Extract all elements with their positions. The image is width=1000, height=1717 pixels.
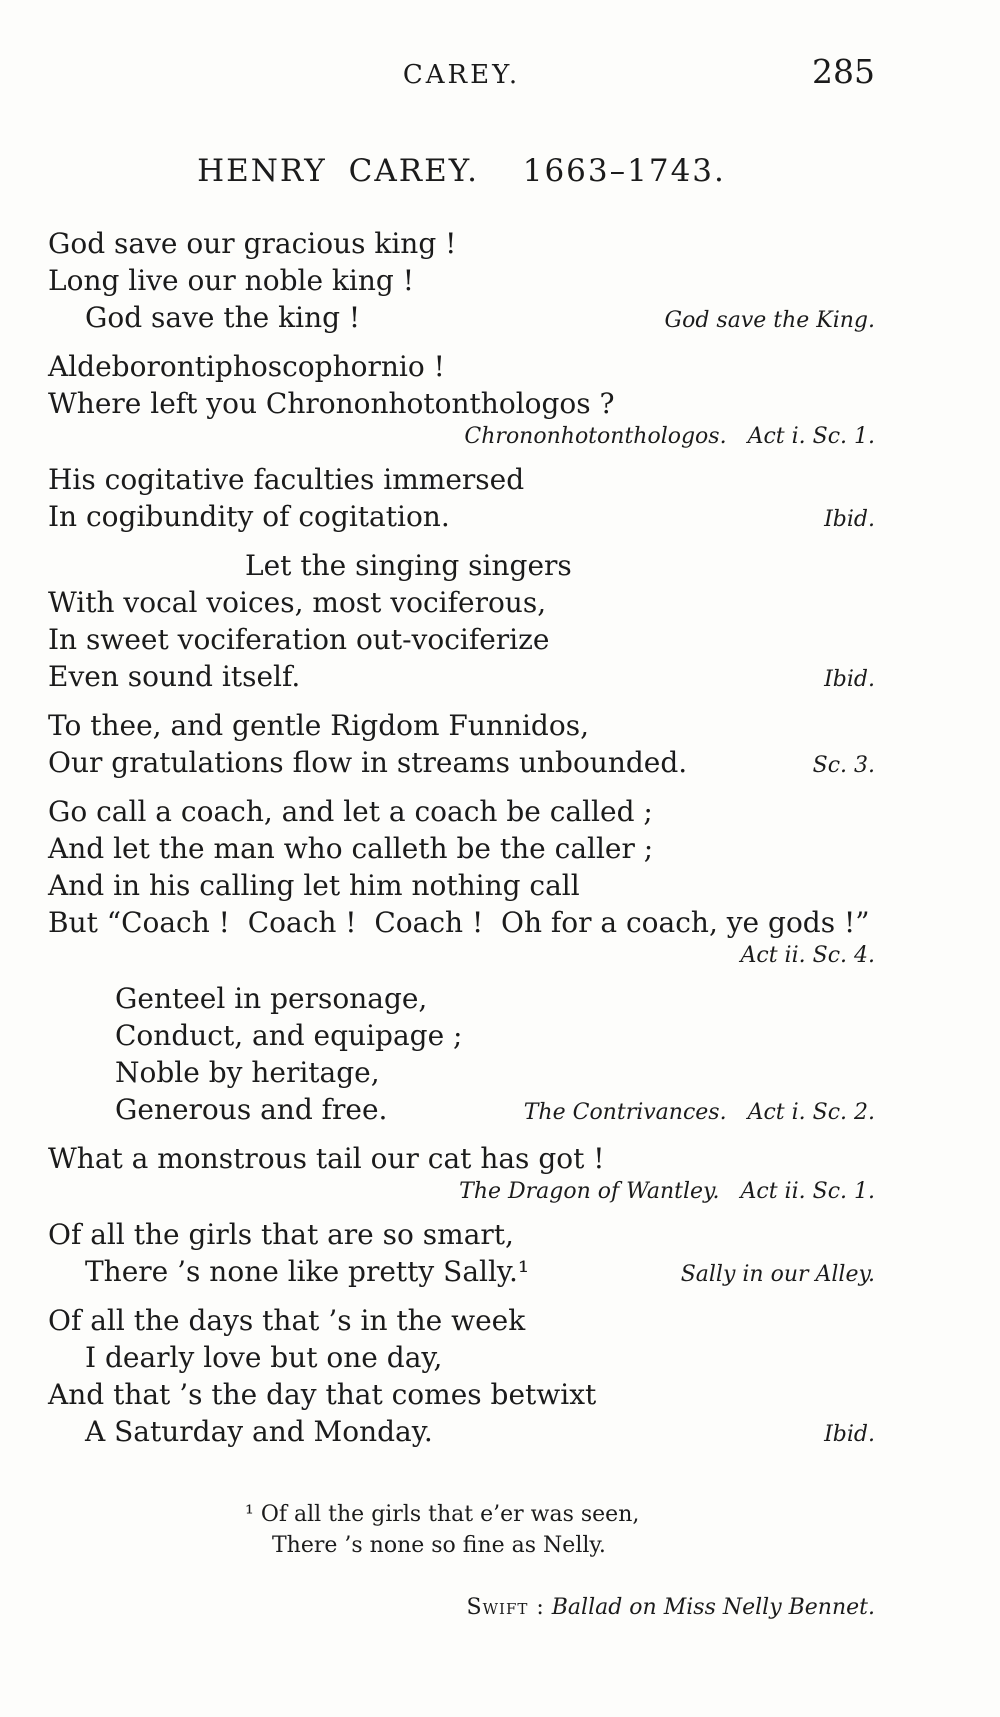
attribution: Sally in our Alley.: [680, 1262, 875, 1287]
verse-line: Genteel in personage,: [115, 982, 428, 1015]
verse-line: A Saturday and Monday.: [85, 1415, 433, 1448]
verse-line: Of all the days that ’s in the week: [48, 1304, 526, 1337]
quote-block-chrononhotonthologos: [48, 348, 875, 452]
author-heading: HENRY CAREY. 1663–1743.: [197, 153, 726, 189]
attribution: The Dragon of Wantley. Act ii. Sc. 1.: [459, 1179, 875, 1204]
footnote-work-title: Ballad on Miss Nelly Bennet.: [544, 1595, 875, 1620]
attribution: Ibid.: [824, 1422, 875, 1447]
verse-line: Where left you Chrononhotonthologos ?: [48, 387, 615, 420]
verse-line-with-attribution: [48, 299, 875, 339]
verse-line-with-attribution: [48, 1253, 875, 1293]
verse-line: Long live our noble king !: [48, 264, 414, 297]
quote-block-god-save-the-king: [48, 225, 875, 339]
verse-line: What a monstrous tail our cat has got !: [48, 1142, 605, 1175]
attribution: God save the King.: [664, 308, 875, 333]
verse-line: Let the singing singers: [245, 549, 572, 582]
verse-line: Our gratulations flow in streams unbounded.: [48, 746, 688, 779]
quote-block-monstrous-tail: [48, 1140, 875, 1207]
quote-block-rigdom-funnidos: [48, 707, 875, 784]
page-number: 285: [812, 52, 875, 91]
quote-block-cogitative-faculties: [48, 461, 875, 538]
verse-line: God save our gracious king !: [48, 227, 457, 260]
footnote-source: [48, 1561, 875, 1654]
verse-line-with-attribution: [48, 744, 875, 784]
attribution: Sc. 3.: [812, 753, 875, 778]
footnote-line: There ’s none so fine as Nelly.: [272, 1533, 606, 1558]
attribution: The Contrivances. Act i. Sc. 2.: [523, 1100, 875, 1125]
verse-line: And let the man who calleth be the caller ;: [48, 832, 654, 865]
footnote-author: Swift :: [466, 1595, 545, 1620]
verse-line: God save the king !: [85, 301, 361, 334]
verse-line: With vocal voices, most vociferous,: [48, 586, 547, 619]
verse-line: There ’s none like pretty Sally.¹: [85, 1255, 530, 1288]
running-header: CAREY.: [402, 60, 521, 90]
verse-line: In cogibundity of cogitation.: [48, 500, 450, 533]
verse-line-with-attribution: [48, 498, 875, 538]
verse-line: And that ’s the day that comes betwixt: [48, 1378, 597, 1411]
verse-line: Noble by heritage,: [115, 1056, 380, 1089]
quote-block-genteel-in-personage: [48, 980, 875, 1131]
verse-line: Conduct, and equipage ;: [115, 1019, 463, 1052]
verse-line: And in his calling let him nothing call: [48, 869, 580, 902]
verse-line: I dearly love but one day,: [85, 1341, 443, 1374]
verse-line: To thee, and gentle Rigdom Funnidos,: [48, 709, 589, 742]
verse-line: Go call a coach, and let a coach be called ;: [48, 795, 653, 828]
attribution: Chrononhotonthologos. Act i. Sc. 1.: [464, 424, 875, 449]
attribution: Ibid.: [824, 667, 875, 692]
attribution: Act ii. Sc. 4.: [740, 943, 875, 968]
page-header: [48, 52, 875, 91]
verse-line: But “Coach ! Coach ! Coach ! Oh for a coach, ye gods !”: [48, 906, 870, 939]
verse-line: Generous and free.: [115, 1093, 388, 1126]
verse-line: Aldeborontiphoscophornio !: [48, 350, 445, 383]
footnote-line: ¹ Of all the girls that e’er was seen,: [245, 1502, 640, 1527]
verse-line-with-attribution: [48, 1413, 875, 1453]
verse-line-with-attribution: [48, 658, 875, 698]
verse-line-with-attribution: [48, 1091, 875, 1131]
quote-block-singing-singers: [48, 547, 875, 698]
verse-line: In sweet vociferation out-vociferize: [48, 623, 550, 656]
attribution: Ibid.: [824, 507, 875, 532]
footnote: [48, 1499, 875, 1654]
verse-line: Even sound itself.: [48, 660, 301, 693]
quote-block-pretty-sally: [48, 1216, 875, 1293]
quote-block-call-a-coach: [48, 793, 875, 971]
verse-line: Of all the girls that are so smart,: [48, 1218, 514, 1251]
verse-line: His cogitative faculties immersed: [48, 463, 525, 496]
quote-block-saturday-and-monday: [48, 1302, 875, 1453]
